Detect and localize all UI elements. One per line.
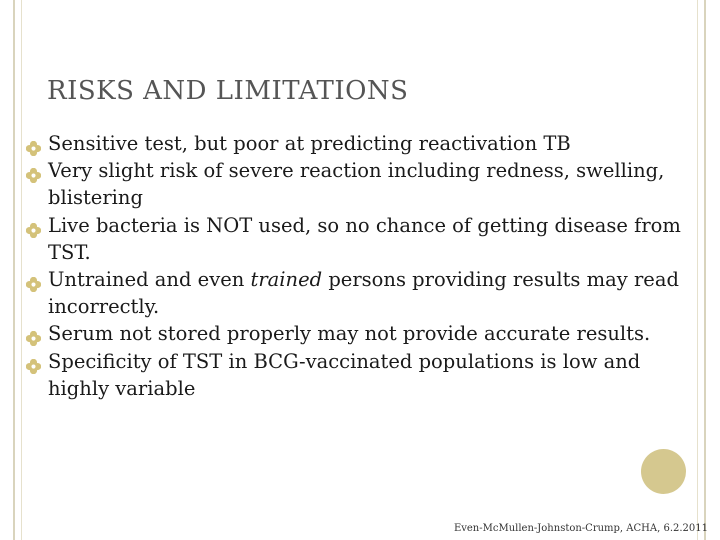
flower-bullet-icon	[26, 272, 41, 287]
bullet-list	[26, 130, 686, 402]
flower-bullet-icon	[26, 354, 41, 369]
bullet-text-part: persons providing results may read incorrectly.	[48, 268, 679, 319]
bullet-item	[26, 157, 686, 211]
bullet-item	[26, 266, 686, 320]
bullet-text: Sensitive test, but poor at predicting reactivation TB	[48, 132, 571, 155]
bullet-text: Live bacteria is NOT used, so no chance of getting disease from TST.	[48, 213, 681, 264]
bullet-text: Very slight risk of severe reaction including redness, swelling, blistering	[48, 159, 665, 210]
bullet-text: Serum not stored properly may not provide accurate results.	[48, 322, 651, 346]
flower-bullet-icon	[26, 218, 41, 233]
flower-bullet-icon	[26, 326, 41, 341]
footer-credit: Even-McMullen-Johnston-Crump, ACHA, 6.2.2011	[453, 523, 708, 534]
slide-title: RISKS AND LIMITATIONS	[47, 76, 409, 106]
bullet-item	[26, 212, 686, 266]
bullet-text-part: Untrained and even	[48, 268, 251, 292]
flower-bullet-icon	[26, 163, 41, 178]
decorative-circle	[641, 449, 686, 494]
emphasized-word: trained	[250, 268, 323, 292]
bullet-item	[26, 348, 686, 402]
bullet-item	[26, 130, 686, 157]
bullet-text: Specificity of TST in BCG-vaccinated populations is low and highly variable	[48, 349, 641, 400]
bullet-text	[48, 268, 679, 318]
bullet-item	[26, 320, 686, 347]
flower-bullet-icon	[26, 136, 41, 151]
